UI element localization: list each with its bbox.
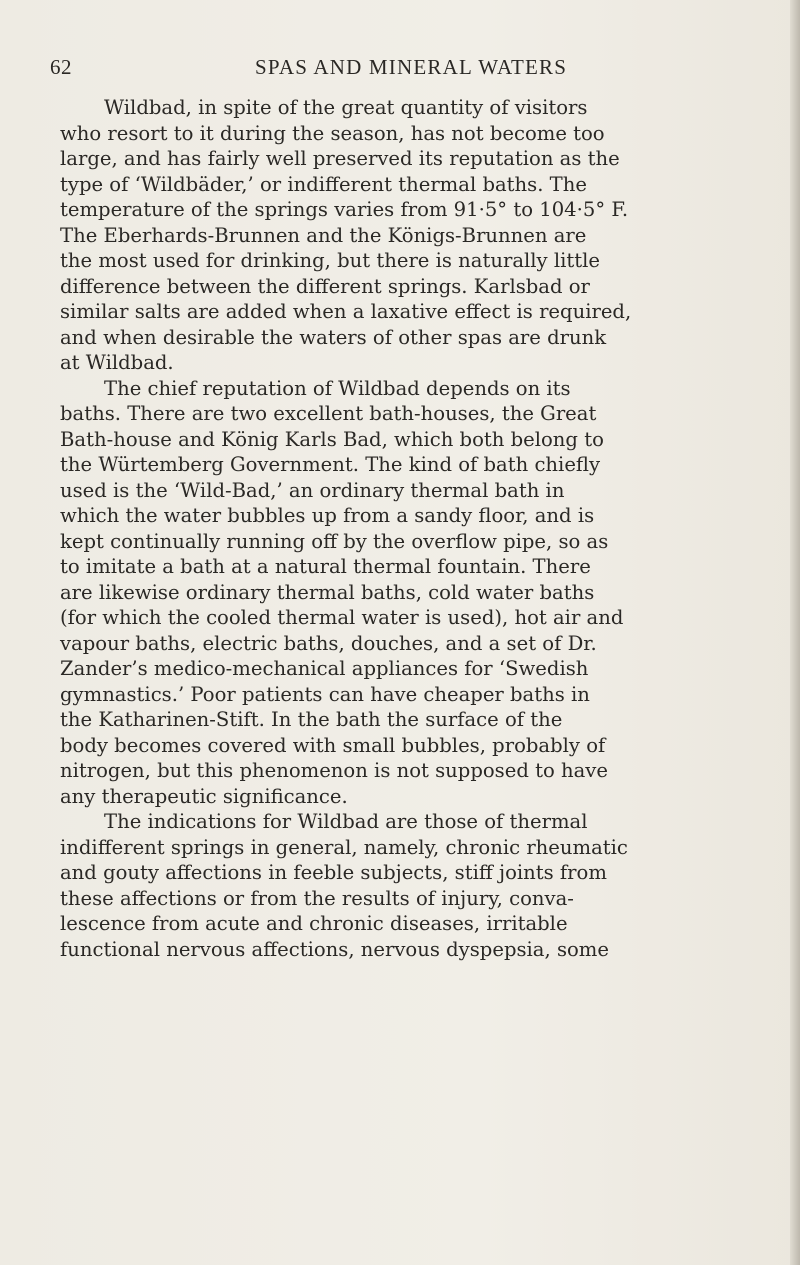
text-line: (for which the cooled thermal water is used), hot air and — [60, 606, 624, 629]
text-line: functional nervous affections, nervous dyspepsia, some — [60, 937, 609, 961]
text-line: lescence from acute and chronic diseases, irritable — [60, 912, 568, 935]
text-line: the Würtemberg Government. The kind of bath chiefly — [60, 453, 601, 476]
page-edge-shadow — [790, 0, 800, 1265]
text-line: the Katharinen-Stift. In the bath the surface of the — [60, 708, 563, 731]
text-line: these affections or from the results of injury, conva- — [60, 886, 574, 910]
text-line: any therapeutic significance. — [60, 784, 348, 808]
text-line: large, and has fairly well preserved its reputation as the — [60, 147, 620, 170]
text-line: Zander’s medico-mechanical appliances for ‘Swedish — [60, 657, 589, 680]
text-line: gymnastics.’ Poor patients can have cheaper baths in — [60, 682, 590, 706]
text-line: The indications for Wildbad are those of thermal — [104, 810, 588, 833]
text-line: similar salts are added when a laxative effect is required, — [60, 300, 632, 323]
text-line: The Eberhards-Brunnen and the Königs-Brunnen are — [60, 223, 587, 247]
text-line: at Wildbad. — [60, 351, 174, 374]
text-line: and when desirable the waters of other spas are drunk — [60, 325, 607, 349]
text-line: Wildbad, in spite of the great quantity of visitors — [104, 96, 588, 119]
text-line: are likewise ordinary thermal baths, cold water baths — [60, 580, 595, 604]
text-line: vapour baths, electric baths, douches, and a set of Dr. — [60, 631, 597, 655]
text-line: to imitate a bath at a natural thermal fountain. There — [60, 555, 591, 578]
page-number: 62 — [50, 55, 72, 79]
text-line: which the water bubbles up from a sandy floor, and is — [60, 504, 595, 527]
paragraph-3 — [60, 809, 772, 962]
text-line: The chief reputation of Wildbad depends on its — [104, 376, 571, 400]
text-line: who resort to it during the season, has not become too — [60, 121, 605, 145]
text-line: and gouty affections in feeble subjects, stiff joints from — [60, 861, 607, 884]
text-line: type of ‘Wildbäder,’ or indifferent thermal baths. The — [60, 172, 587, 196]
body-text — [60, 95, 772, 962]
text-line: temperature of the springs varies from 91·5° to 104·5° F. — [60, 198, 629, 221]
text-line: baths. There are two excellent bath-houses, the Great — [60, 402, 597, 425]
running-head: SPAS AND MINERAL WATERS — [255, 55, 568, 79]
text-line: nitrogen, but this phenomenon is not supposed to have — [60, 759, 608, 782]
text-line: the most used for drinking, but there is naturally little — [60, 249, 600, 272]
text-line: Bath-house and König Karls Bad, which both belong to — [60, 427, 604, 451]
text-line: difference between the different springs. Karlsbad or — [60, 274, 590, 298]
text-line: used is the ‘Wild-Bad,’ an ordinary thermal bath in — [60, 478, 565, 502]
paragraph-2 — [60, 376, 772, 810]
paragraph-1 — [60, 95, 772, 376]
text-line: body becomes covered with small bubbles, probably of — [60, 733, 606, 757]
text-line: indifferent springs in general, namely, chronic rheumatic — [60, 835, 628, 859]
page-header — [50, 55, 750, 85]
text-line: kept continually running off by the overflow pipe, so as — [60, 529, 609, 553]
